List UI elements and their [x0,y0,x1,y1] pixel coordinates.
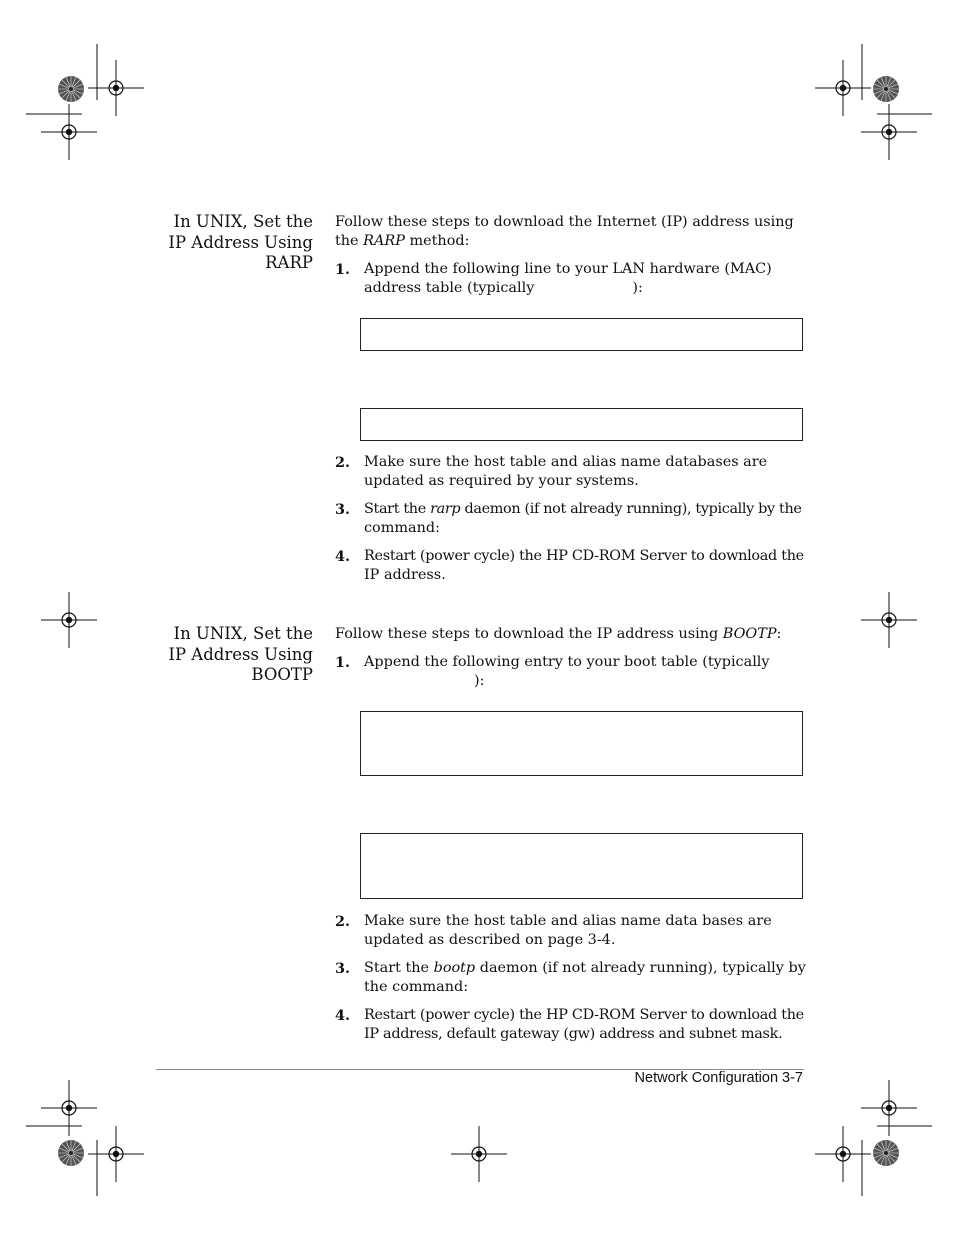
step-line: IP address. [364,567,446,583]
command-emphasis: rarp [430,501,461,517]
step-line: ): [474,673,485,689]
step-number: 2. [335,913,351,930]
code-box [360,318,803,351]
step-text [364,912,772,950]
step-line: Append the following entry to your boot table (typically [364,654,770,670]
intro-line: the RARP method: [335,233,470,249]
heading-line: In UNIX, Set the [173,624,313,643]
section-intro-bootp [335,625,781,644]
step-line: Make sure the host table and alias name data bases are [364,913,772,929]
step-number: 1. [335,261,351,278]
step-text [364,547,804,585]
code-box [360,408,803,441]
step-text [364,1006,804,1044]
step-line: Restart (power cycle) the HP CD-ROM Server to download the [364,548,804,564]
heading-line: IP Address Using [168,644,313,664]
step-number: 1. [335,654,351,671]
step-line: the command: [364,979,469,995]
command-emphasis: bootp [433,960,476,976]
step-line: command: [364,520,440,536]
step-number: 4. [335,1007,351,1024]
heading-line: RARP [265,253,313,272]
code-box [360,833,803,899]
intro-emphasis: BOOTP [722,626,777,642]
step-number: 3. [335,501,351,518]
step-line: address table (typically ): [364,280,643,296]
intro-line: Follow these steps to download the Internet (IP) address using [335,214,794,230]
step-line: updated as required by your systems. [364,473,639,489]
step-number: 4. [335,548,351,565]
heading-line: In UNIX, Set the [173,212,313,231]
page-footer: Network Configuration 3-7 [634,1070,803,1086]
step-text [364,500,802,538]
step-text [364,959,806,997]
step-line: Make sure the host table and alias name databases are [364,454,768,470]
step-number: 2. [335,454,351,471]
step-line: Append the following line to your LAN hardware (MAC) [364,261,772,277]
section-heading-bootp [168,624,313,686]
step-line: Start the bootp daemon (if not already running), typically by [364,960,806,976]
step-number: 3. [335,960,351,977]
heading-line: BOOTP [251,665,313,684]
intro-emphasis: RARP [363,233,405,249]
section-heading-rarp [168,212,313,274]
step-line: Start the rarp daemon (if not already running), typically by the [364,501,802,517]
step-text [364,453,767,491]
code-box [360,711,803,776]
intro-line: Follow these steps to download the IP address using BOOTP: [335,626,782,642]
step-text [364,653,770,691]
heading-line: IP Address Using [168,232,313,252]
step-line: IP address, default gateway (gw) address and subnet mask. [364,1026,783,1042]
step-line: updated as described on page 3-4. [364,932,616,948]
step-text [364,260,772,298]
section-intro-rarp [335,213,794,251]
step-line: Restart (power cycle) the HP CD-ROM Server to download the [364,1007,804,1023]
